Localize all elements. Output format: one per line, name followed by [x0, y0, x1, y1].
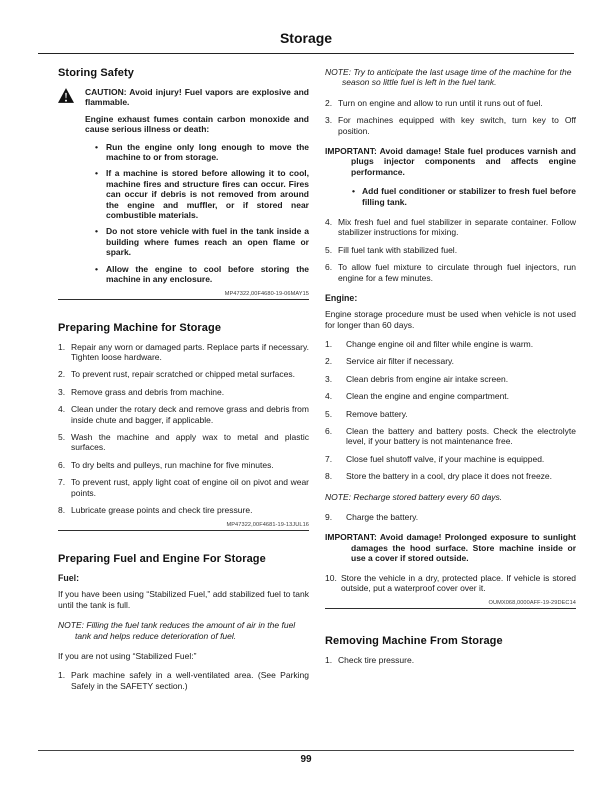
step-text: Repair any worn or damaged parts. Replace parts if necessary. Tighten loose hardware.: [71, 341, 309, 362]
step-text: Remove grass and debris from machine.: [71, 386, 225, 397]
step-number: 3.: [58, 386, 66, 397]
section-divider: [58, 299, 309, 300]
step-text: For machines equipped with key switch, turn key to Off position.: [338, 115, 576, 136]
step-text: Clean the engine and engine compartment.: [346, 391, 510, 402]
step-text: Clean under the rotary deck and remove grass and debris from inside chute and bagger, if applicable.: [71, 404, 309, 425]
section-heading-removing-machine: Removing Machine From Storage: [325, 635, 503, 648]
section-storing-safety: [58, 67, 309, 300]
note-text: NOTE: Recharge stored battery every 60 days.: [325, 491, 503, 502]
list-item: [58, 404, 309, 425]
list-item: [58, 670, 309, 691]
list-item: [325, 655, 576, 665]
left-column: [58, 67, 309, 698]
section-preparing-fuel-continued: [325, 67, 576, 609]
step-text: Remove battery.: [346, 408, 408, 419]
step-number: 6.: [325, 262, 333, 273]
list-item: [325, 356, 576, 366]
list-item: [325, 426, 576, 447]
step-text: Change engine oil and filter while engine is warm.: [346, 338, 534, 349]
important-bullet: • Add fuel conditioner or stabilizer to fresh fuel before filling tank.: [351, 186, 576, 207]
engine-steps-list: [325, 339, 576, 482]
step-text: Store the battery in a cool, dry place it does not freeze.: [346, 471, 553, 482]
step-text: Fill fuel tank with stabilized fuel.: [338, 244, 458, 255]
fuel-steps-list: [325, 98, 576, 136]
step-number: 4.: [58, 404, 66, 415]
step-text: Clean debris from engine air intake screen.: [346, 373, 509, 384]
step-number: 7.: [58, 477, 66, 488]
caution-bullet: • Run the engine only long enough to move the machine to or from storage.: [95, 142, 309, 163]
step-number: 1.: [58, 670, 66, 681]
step-text: To dry belts and pulleys, run machine for five minutes.: [71, 459, 274, 470]
step-number: 6.: [58, 459, 66, 470]
step-number: 10.: [325, 572, 337, 583]
step-number: 6.: [325, 425, 333, 436]
step-number: 1.: [325, 655, 333, 666]
section-heading-preparing-machine: Preparing Machine for Storage: [58, 321, 222, 334]
caution-bullet: • Allow the engine to cool before storing the machine in any enclosure.: [95, 264, 309, 285]
step-text: To prevent rust, apply light coat of engine oil on pivot and wear points.: [71, 477, 309, 498]
fuel-sublabel: Fuel:: [58, 573, 80, 584]
fuel-steps-list: [58, 670, 309, 691]
list-item: [58, 505, 309, 515]
list-item: [325, 245, 576, 255]
important-text: IMPORTANT: Avoid damage! Stale fuel produces varnish and plugs injector components and affects engine performance.: [325, 146, 576, 177]
step-number: 2.: [325, 97, 333, 108]
step-number: 9.: [325, 511, 333, 522]
step-text: Turn on engine and allow to run until it runs out of fuel.: [338, 97, 543, 108]
caution-body-text: Engine exhaust fumes contain carbon monoxide and cause serious illness or death:: [85, 113, 309, 135]
step-text: Park machine safely in a well-ventilated area. (See Parking Safely in the SAFETY section.): [71, 670, 309, 691]
caution-bullet: • Do not store vehicle with fuel in the tank inside a building where fumes reach an open flame or spark.: [95, 226, 309, 257]
note-text: NOTE: Filling the fuel tank reduces the amount of air in the fuel tank and helps reduce deterioration of fuel.: [58, 620, 296, 641]
engine-intro-text: Engine storage procedure must be used when vehicle is not used for longer than 60 days.: [325, 309, 576, 330]
list-item: [325, 217, 576, 238]
section-heading-storing-safety: Storing Safety: [58, 67, 134, 79]
list-item: [58, 369, 309, 379]
footer-rule: [38, 750, 574, 751]
step-number: 1.: [325, 338, 333, 349]
list-item: [325, 512, 576, 522]
step-text: Service air filter if necessary.: [346, 356, 455, 367]
list-item: [58, 477, 309, 498]
revision-code: MP47322,00F4681-19-13JUL16: [226, 522, 309, 529]
list-item: [325, 409, 576, 419]
step-number: 4.: [325, 391, 333, 402]
section-preparing-machine: [58, 322, 309, 532]
engine-sublabel: Engine:: [325, 293, 358, 304]
not-using-text: If you are not using “Stabilized Fuel:”: [58, 651, 197, 661]
content-columns: [0, 54, 612, 698]
caution-lead-text: CAUTION: Avoid injury! Fuel vapors are explosive and flammable.: [85, 87, 309, 108]
step-number: 8.: [325, 471, 333, 482]
step-text: Charge the battery.: [346, 511, 419, 522]
step-number: 2.: [58, 369, 66, 380]
step-number: 3.: [325, 115, 333, 126]
step-number: 8.: [58, 504, 66, 515]
list-item: [58, 342, 309, 363]
step-number: 7.: [325, 453, 333, 464]
step-number: 5.: [58, 431, 66, 442]
step-number: 3.: [325, 373, 333, 384]
list-item: [58, 432, 309, 453]
fuel-intro-text: If you have been using “Stabilized Fuel,” add stabilized fuel to tank until the tank is full.: [58, 589, 309, 610]
section-preparing-fuel: [58, 553, 309, 691]
important-bullet-list: [351, 186, 576, 207]
caution-block: [58, 87, 309, 285]
section-removing-machine: [325, 635, 576, 665]
list-item: [58, 387, 309, 397]
step-number: 5.: [325, 244, 333, 255]
list-item: [58, 460, 309, 470]
list-item: [325, 262, 576, 283]
list-item: [325, 98, 576, 108]
warning-triangle-icon: [58, 88, 74, 103]
step-number: 5.: [325, 408, 333, 419]
list-item: [325, 339, 576, 349]
list-item: [325, 115, 576, 136]
step-text: Clean the battery and battery posts. Check the electrolyte level, if your battery is not maintenance free.: [346, 425, 576, 447]
list-item: [325, 471, 576, 481]
list-item: [325, 374, 576, 384]
step-text: Close fuel shutoff valve, if your machine is equipped.: [346, 453, 545, 464]
machine-steps-list: [58, 342, 309, 516]
section-divider: [325, 608, 576, 609]
step-number: 2.: [325, 356, 333, 367]
page-title: Storage: [279, 30, 333, 46]
engine-steps-list: [325, 573, 576, 594]
step-text: To allow fuel mixture to circulate through fuel injectors, run engine for a few minutes.: [338, 262, 576, 283]
fuel-steps-list: [325, 217, 576, 283]
list-item: [325, 454, 576, 464]
note-text: NOTE: Try to anticipate the last usage time of the machine for the season so little fuel is left in the fuel tank.: [325, 67, 572, 88]
step-number: 1.: [58, 341, 66, 352]
removing-steps-list: [325, 655, 576, 665]
revision-code: OUMX068,0000AFF-19-29DEC14: [488, 600, 576, 607]
page-footer: [38, 750, 574, 765]
step-text: Wash the machine and apply wax to metal and plastic surfaces.: [71, 431, 309, 453]
right-column: [325, 67, 576, 698]
step-text: Mix fresh fuel and fuel stabilizer in separate container. Follow stabilizer instructions for mixing.: [338, 217, 576, 238]
step-text: Lubricate grease points and check tire pressure.: [71, 504, 253, 515]
engine-steps-list: [325, 512, 576, 522]
revision-code: MP47322,00F4680-19-06MAY15: [224, 290, 309, 297]
section-heading-preparing-fuel: Preparing Fuel and Engine For Storage: [58, 553, 266, 566]
step-number: 4.: [325, 217, 333, 228]
list-item: [325, 573, 576, 594]
caution-bullet-list: [95, 142, 309, 285]
section-divider: [58, 530, 309, 531]
step-text: Check tire pressure.: [338, 655, 415, 666]
step-text: To prevent rust, repair scratched or chipped metal surfaces.: [71, 369, 295, 380]
page-number: 99: [300, 754, 312, 765]
caution-bullet: • If a machine is stored before allowing it to cool, machine fires and structure fires can occur. Fires can occur if debris is not removed from around the engine and muffler, or if stored near combustible materials.: [95, 168, 309, 220]
important-text: IMPORTANT: Avoid damage! Prolonged exposure to sunlight damages the hood surface. Store machine inside or use a cover if stored outside.: [325, 532, 576, 564]
step-text: Store the vehicle in a dry, protected place. If vehicle is stored outside, put a waterproof cover over it.: [341, 572, 576, 593]
list-item: [325, 391, 576, 401]
